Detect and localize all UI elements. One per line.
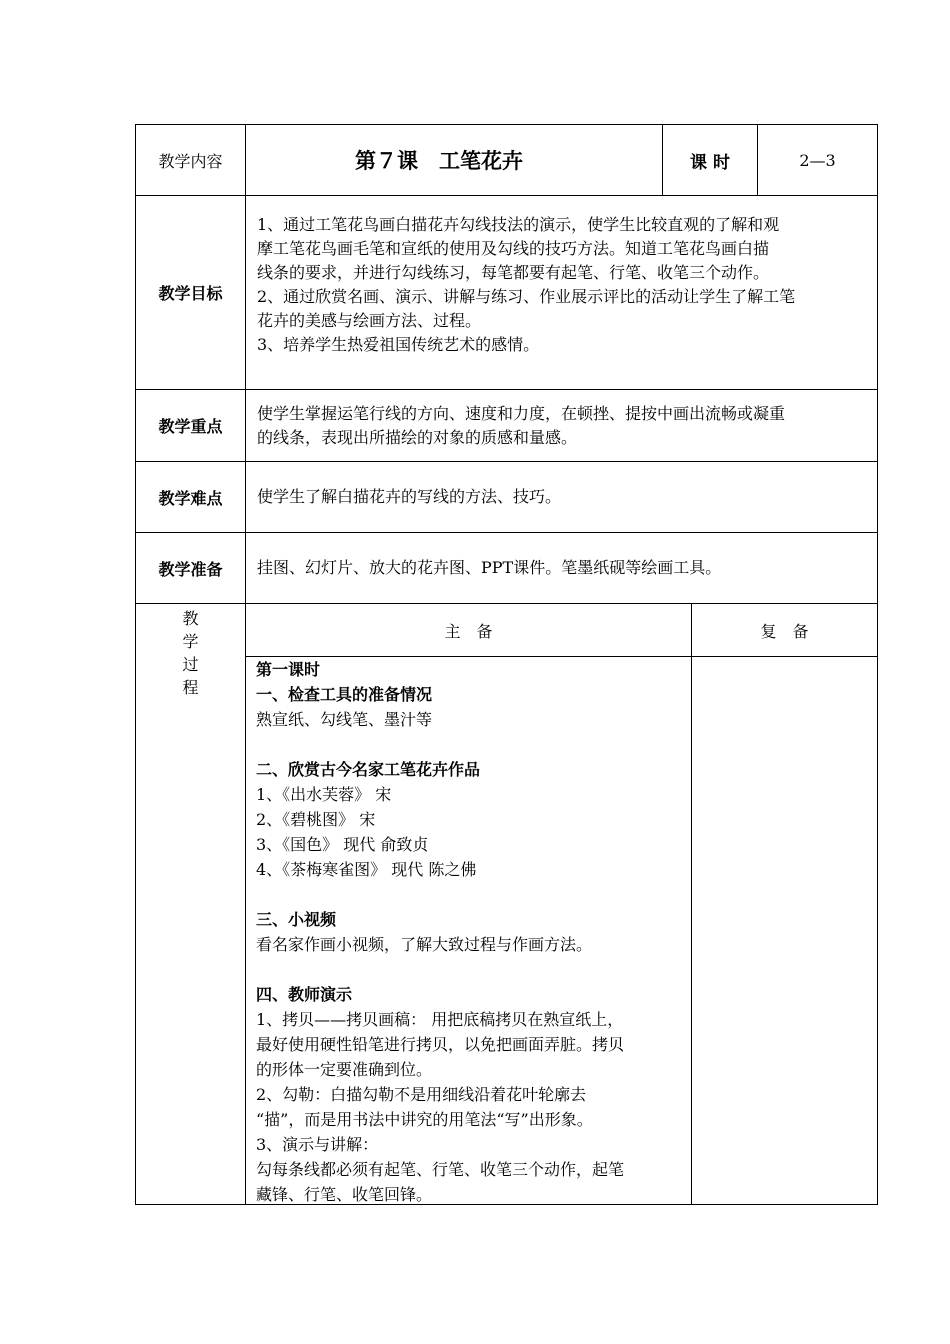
section-4-line: 的形体一定要准确到位。 [256,1060,433,1079]
preparation-label: 教学准备 [158,559,223,579]
lesson-title: 第７课 工笔花卉 [355,148,523,173]
process-label [136,604,245,704]
objectives-line: 花卉的美感与绘画方法、过程。 [257,311,482,330]
section-4-line: 勾每条线都必须有起笔、行笔、收笔三个动作，起笔 [256,1160,625,1179]
preparation-text: 挂图、幻灯片、放大的花卉图、PPT课件。笔墨纸砚等绘画工具。 [257,558,722,577]
section-3-title: 三、小视频 [256,910,337,929]
objectives-line: 3、培养学生热爱祖国传统艺术的感情。 [257,335,540,354]
main-prep-header: 主 备 [444,621,493,641]
objectives-label: 教学目标 [158,284,223,303]
section-4-line: 2、勾勒：白描勾勒不是用细线沿着花叶轮廓去 [256,1085,587,1104]
process-label-char: 过 [182,655,199,674]
objectives-text [246,196,877,389]
artwork-item: 3、《国色》 现代 俞致贞 [256,835,429,854]
key-points-label: 教学重点 [158,417,223,436]
section-2-title: 二、欣赏古今名家工笔花卉作品 [256,760,481,779]
section-4-line: 1、拷贝——拷贝画稿： 用把底稿拷贝在熟宣纸上， [256,1010,624,1029]
key-points-line: 使学生掌握运笔行线的方向、速度和力度，在顿挫、提按中画出流畅或凝重 [257,403,786,423]
process-label-char: 程 [182,678,199,697]
spacer [256,732,688,757]
artwork-item: 1、《出水芙蓉》 宋 [256,785,392,804]
artwork-item: 2、《碧桃图》 宋 [256,810,376,829]
main-prep-content [256,657,688,1207]
spacer [256,957,688,982]
objectives-line: 摩工笔花鸟画毛笔和宣纸的使用及勾线的技巧方法。知道工笔花鸟画白描 [257,239,770,258]
process-label-char: 学 [182,632,199,651]
section-4-line: 最好使用硬性铅笔进行拷贝，以免把画面弄脏。拷贝 [256,1035,625,1054]
section-1-title: 一、检查工具的准备情况 [256,685,433,704]
review-prep-content [692,657,877,1204]
spacer [256,882,688,907]
key-points-text [246,390,877,461]
difficulties-text: 使学生了解白描花卉的写线的方法、技巧。 [257,487,562,506]
review-prep-header: 复 备 [760,621,809,641]
section-4-title: 四、教师演示 [256,985,353,1004]
difficulties-label: 教学难点 [158,488,223,508]
objectives-line: 1、通过工笔花鸟画白描花卉勾线技法的演示，使学生比较直观的了解和观 [257,215,780,234]
period-value: 2—3 [799,150,836,170]
section-4-line: “描”，而是用书法中讲究的用笔法“写”出形象。 [256,1110,593,1129]
artwork-item: 4、《茶梅寒雀图》 现代 陈之佛 [256,860,477,879]
content-label: 教学内容 [158,151,223,171]
section-3-text: 看名家作画小视频，了解大致过程与作画方法。 [256,935,593,954]
section-1-text: 熟宣纸、勾线笔、墨汁等 [256,710,433,729]
objectives-line: 线条的要求，并进行勾线练习，每笔都要有起笔、行笔、收笔三个动作。 [257,263,770,282]
lesson-heading: 第一课时 [256,660,321,679]
process-label-char: 教 [182,609,199,628]
section-4-line: 3、演示与讲解： [256,1135,379,1154]
rule-right [877,124,878,1205]
key-points-line: 的线条，表现出所描绘的对象的质感和量感。 [257,427,578,447]
section-4-line: 藏锋、行笔、收笔回锋。 [256,1185,433,1204]
period-label: 课 时 [690,152,730,173]
objectives-line: 2、通过欣赏名画、演示、讲解与练习、作业展示评比的活动让学生了解工笔 [257,287,796,306]
